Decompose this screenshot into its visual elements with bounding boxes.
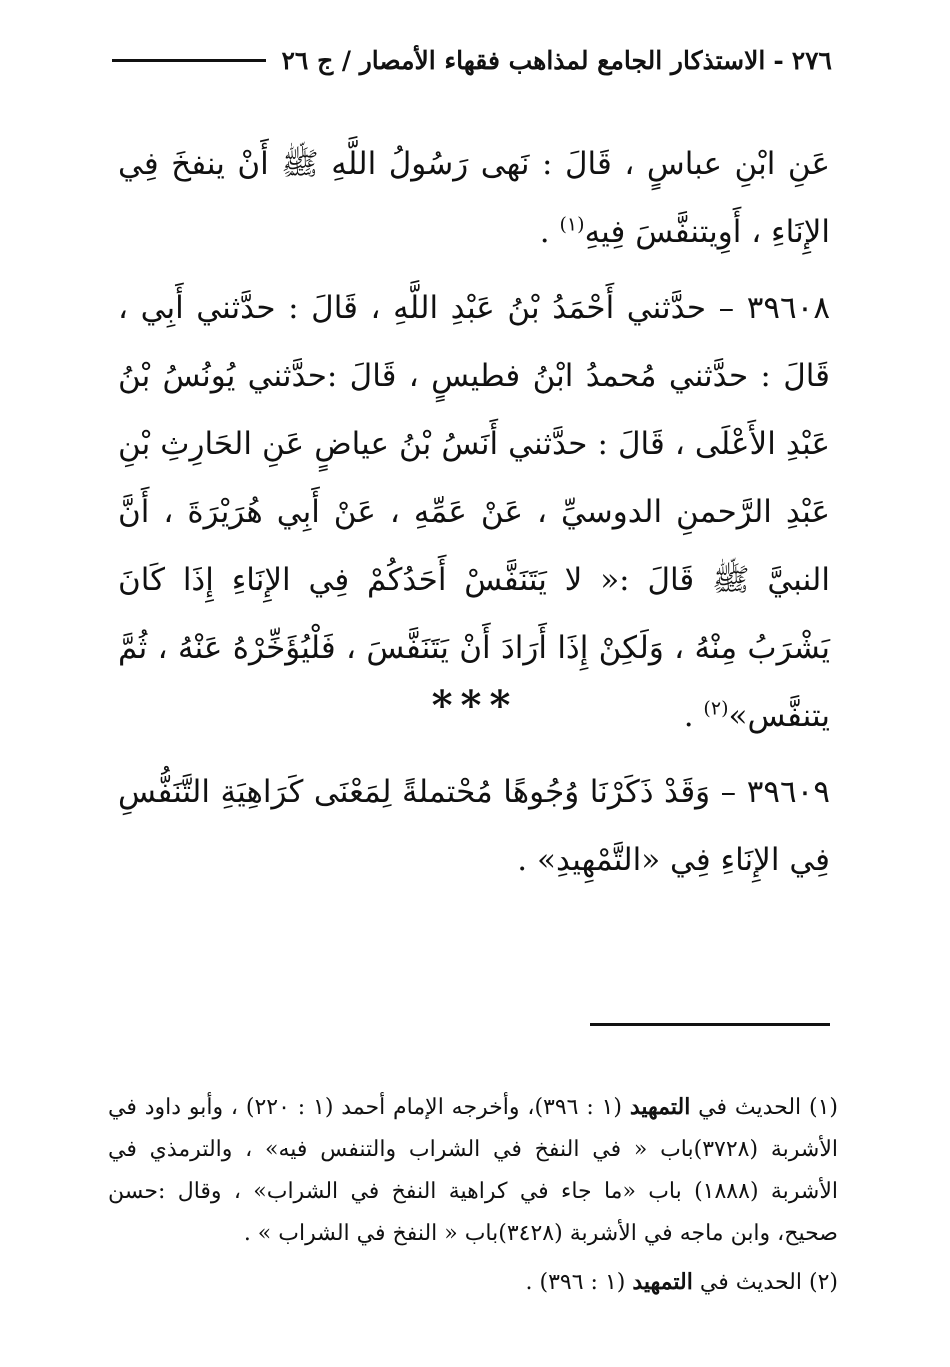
footnote-2-book: التمهيد [632,1269,693,1295]
footnote-rule [590,1023,830,1026]
footnote-1-book: التمهيد [629,1094,691,1120]
footnote-2 [108,1261,838,1304]
paragraph-1-end: . [539,214,560,250]
hadith-number-39608: ٣٩٦٠٨ [746,290,830,326]
main-text [118,130,830,894]
footnote-2-lead: الحديث في [692,1270,809,1295]
footnote-1-marker: (١) [809,1095,839,1120]
header-separator: - [773,46,784,75]
book-title: الاستذكار الجامع لمذاهب فقهاء الأمصار / ج ٢٦ [281,46,766,75]
footnote-ref-2[interactable]: (٢) [703,697,729,720]
paragraph-39609-text: – وَقَدْ ذَكَرْنَا وُجُوهًا مُحْتملةً لِمَعْنَى كَرَاهِيَةِ التَّنَفُّسِ فِي الإِنَاءِ فِي «التَّمْهِيدِ» . [118,774,830,878]
paragraph-39609 [118,758,830,894]
footnote-ref-1[interactable]: (١) [559,213,585,236]
footnote-1-lead: الحديث في [690,1095,809,1120]
footnote-1 [108,1086,838,1255]
paragraph-1 [118,130,830,266]
footnotes [108,1086,838,1304]
footnote-2-marker: (٢) [808,1270,838,1295]
section-separator-stars: *** [431,682,519,729]
paragraph-1-text: عَنِ ابْنِ عباسٍ ، قَالَ : نَهى رَسُولُ اللَّهِ ﷺ أَنْ ينفخَ فِي الإِنَاءِ ، أَوِيتنفَّسَ فِيهِ [118,146,830,250]
hadith-number-39609: ٣٩٦٠٩ [746,774,830,810]
footnote-1-text: (١ : ٣٩٦)، وأخرجه الإمام أحمد (١ : ٢٢٠) ، وأبو داود في الأشربة (٣٧٢٨)باب « في النفخ في الشراب والتنفس فيه» ، والترمذي في الأشربة (١٨٨٨) باب «ما جاء في كراهية النفخ في الشراب» ، وقال :حسن صحيح، وابن ماجه في الأشربة (٣٤٢٨)باب « النفخ في الشراب » . [108,1095,838,1246]
footnote-2-text: (١ : ٣٩٦) . [525,1270,633,1295]
header-rule [112,59,266,62]
paragraph-39608 [118,274,830,750]
running-header [112,46,832,75]
paragraph-39608-end: . [683,698,704,734]
page-number: ٢٧٦ [791,46,832,75]
paragraph-39608-text: – حدَّثني أَحْمَدُ بْنُ عَبْدِ اللَّهِ ، قَالَ : حدَّثني أَبِي ، قَالَ : حدَّثني مُحمدُ ابْنُ فطيسٍ ، قَالَ :حدَّثني يُونُسُ بْنُ عَبْدِ الأَعْلَى ، قَالَ : حدَّثني أَنَسُ بْنُ عياضٍ عَنِ الحَارِثِ بْنِ عَبْدِ الرَّحمنِ الدوسيِّ ، عَنْ عَمِّهِ ، عَنْ أَبِي هُرَيْرَةَ ، أَنَّ النبيَّ ﷺ قَالَ :« لا يَتَنَفَّسْ أَحَدُكُمْ فِي الإِنَاءِ إِذَا كَانَ يَشْرَبُ مِنْهُ ، وَلَكِنْ إِذَا أَرَادَ أَنْ يَتَنَفَّسَ ، فَلْيُؤَخِّرْهُ عَنْهُ ، ثُمَّ يتنفَّس» [118,290,830,734]
